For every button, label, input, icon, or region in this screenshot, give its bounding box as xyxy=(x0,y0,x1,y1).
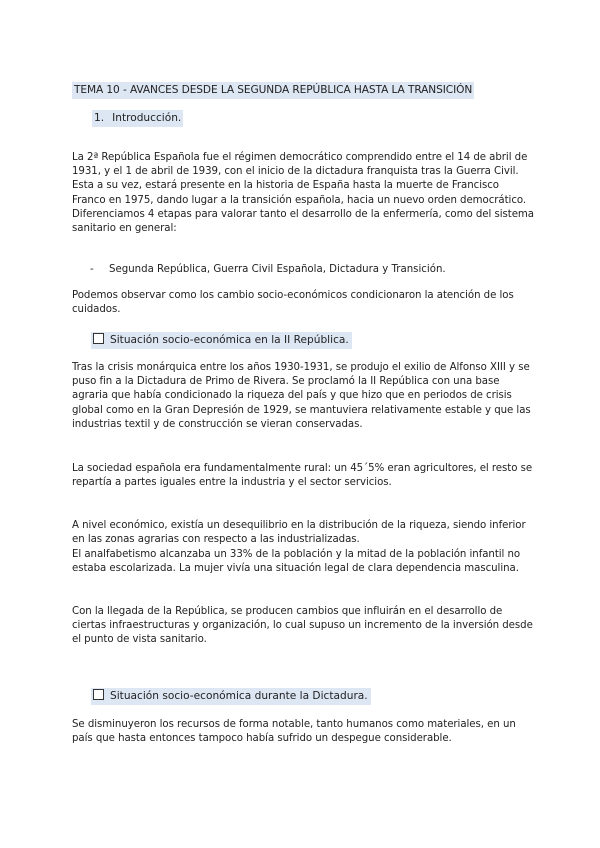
section-heading-text: Situación socio-económica durante la Dictadura. xyxy=(110,690,368,702)
republica-paragraph-4: Con la llegada de la República, se producen cambios que influirán en el desarrollo de ciertas infraestructuras y organización, lo cual supuso un incremento de la inversión desde el punto de vista sanitario. xyxy=(72,606,533,646)
section-heading-introduccion xyxy=(92,110,183,127)
republica-paragraph-2: La sociedad española era fundamentalmente rural: un 45´5% eran agricultores, el resto se repartía a partes iguales entre la industria y el sector servicios. xyxy=(72,463,533,489)
list-item-text: Segunda República, Guerra Civil Española, Dictadura y Transición. xyxy=(109,264,446,275)
section-heading-text: Introducción. xyxy=(112,112,182,124)
checkbox-icon xyxy=(93,689,104,700)
document-title: TEMA 10 - AVANCES DESDE LA SEGUNDA REPÚBLICA HASTA LA TRANSICIÓN xyxy=(72,82,474,99)
republica-paragraph-3b: El analfabetismo alcanzaba un 33% de la población y la mitad de la población infantil no estaba escolarizada. La mujer vivía una situación legal de clara dependencia masculina. xyxy=(72,549,521,575)
section-heading-text: Situación socio-económica en la II República. xyxy=(110,334,349,346)
section-heading-dictadura xyxy=(91,688,371,705)
intro-paragraph-1: La 2ª República Española fue el régimen democrático comprendido entre el 14 de abril de 1931, y el 1 de abril de 1939, con el inicio de la dictadura franquista tras la Guerra Civil. Esta a su vez, estará presente en la historia de España hasta la muerte de Francisco Franco en 1975, dando lugar a la transición española, hacia un nuevo orden democrático. Diferenciamos 4 etapas para valorar tanto el desarrollo de la enfermería, como del sistema sanitario en general: xyxy=(72,152,534,235)
section-heading-ii-republica xyxy=(91,332,352,349)
bullet-dash: - xyxy=(90,264,94,275)
intro-paragraph-2: Podemos observar como los cambio socio-económicos condicionaron la atención de los cuidados. xyxy=(72,290,514,316)
dictadura-paragraph-1: Se disminuyeron los recursos de forma notable, tanto humanos como materiales, en un país que hasta entonces tampoco había sufrido un despegue considerable. xyxy=(72,719,516,745)
list-item xyxy=(90,263,446,277)
section-number: 1. xyxy=(94,112,105,124)
republica-paragraph-3a: A nivel económico, existía un desequilibrio en la distribución de la riqueza, siendo inferior en las zonas agrarias con respecto a las industrializadas. xyxy=(72,520,526,546)
checkbox-icon xyxy=(93,333,104,344)
republica-paragraph-1: Tras la crisis monárquica entre los años 1930-1931, se produjo el exilio de Alfonso XIII y se puso fin a la Dictadura de Primo de Rivera. Se proclamó la II República con una base agraria que había condicionado la riqueza del país y que hizo que en periodos de crisis global como en la Gran Depresión de 1929, se mantuviera relativamente estable y que las industrias textil y de construcción se vieran conservadas. xyxy=(72,362,531,430)
